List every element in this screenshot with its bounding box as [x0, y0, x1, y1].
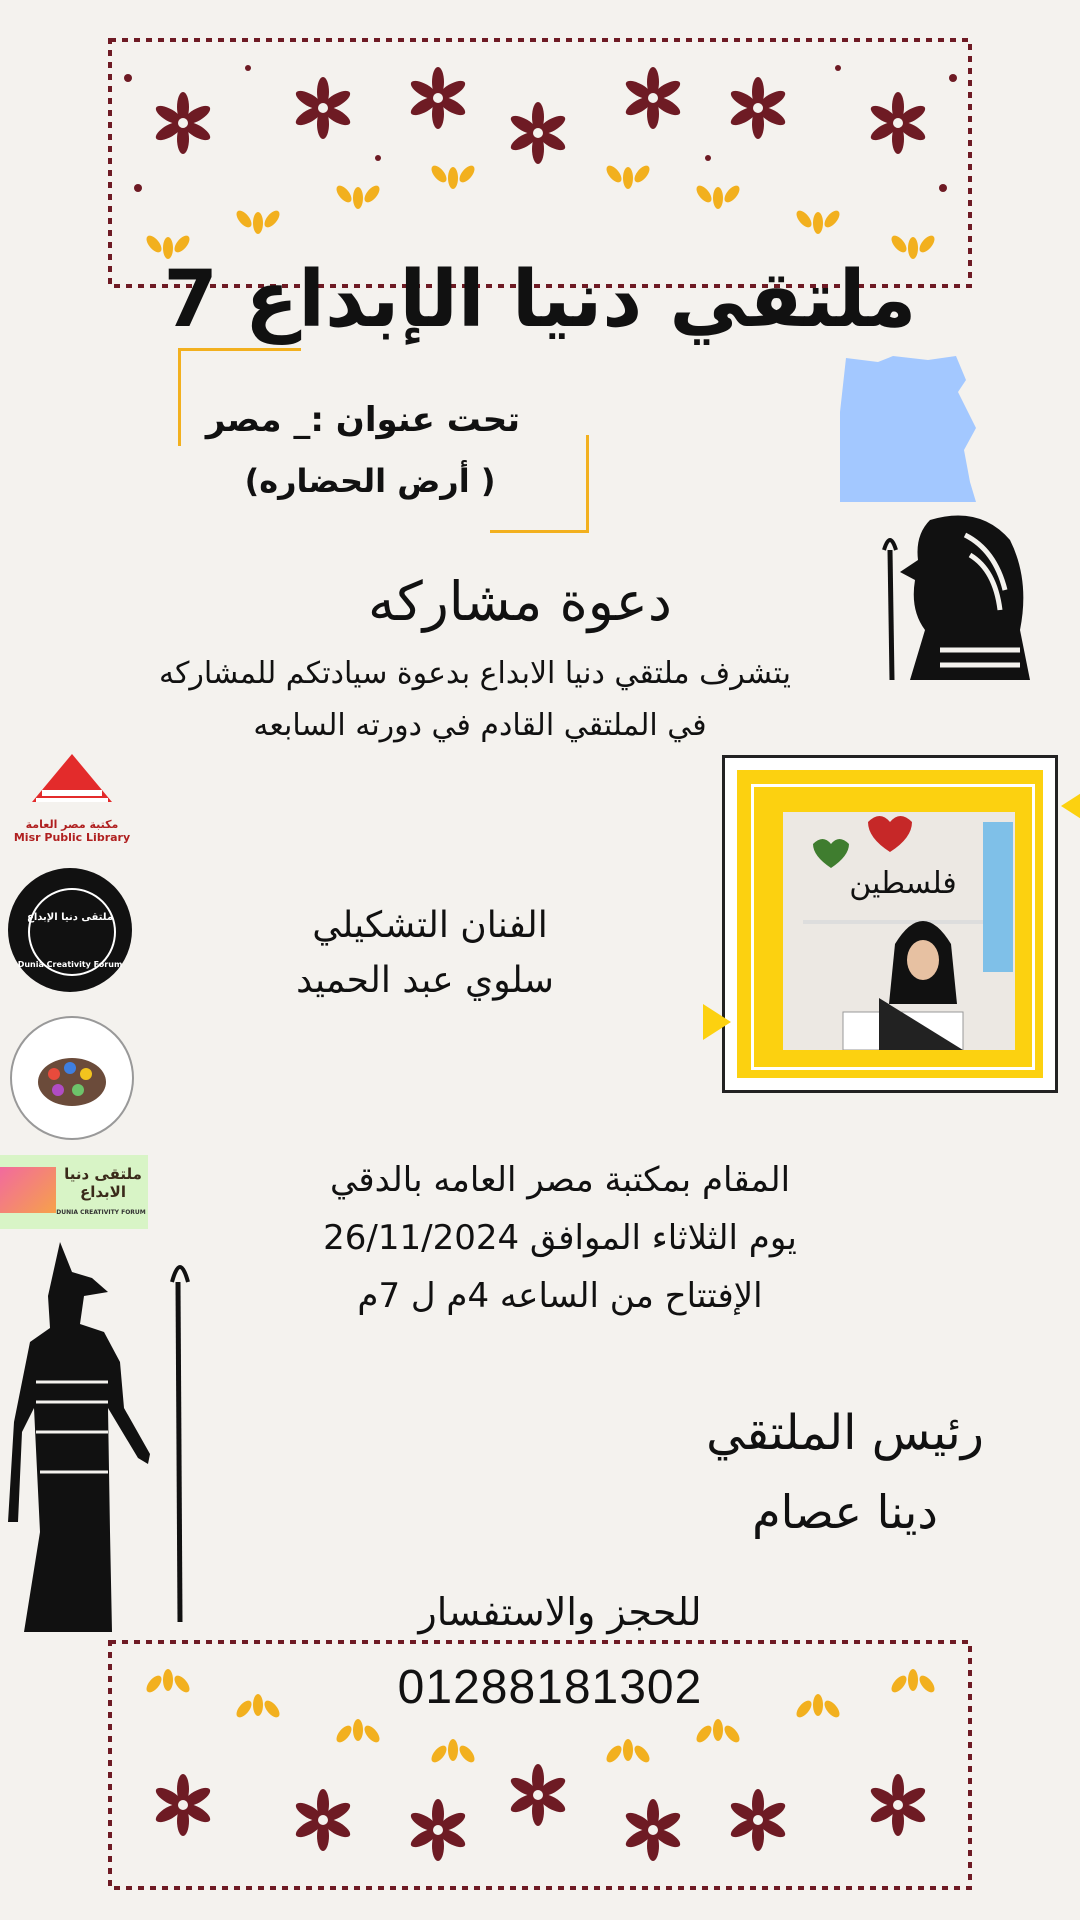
pharaoh-head-icon [870, 510, 1035, 682]
forum-card-swatch [0, 1167, 56, 1213]
event-venue: المقام بمكتبة مصر العامه بالدقي [329, 1160, 791, 1200]
bottom-floral-border [108, 1640, 972, 1890]
forum-card-name-ar: ملتقى دنيا الابداع [64, 1165, 142, 1201]
contact-phone[interactable]: 01288181302 [397, 1661, 703, 1714]
library-name-ar: مكتبة مصر العامة [25, 818, 119, 831]
invitation-line-1: يتشرف ملتقي دنيا الابداع بدعوة سيادتكم للمشاركه [159, 656, 791, 691]
egypt-map-icon [838, 352, 978, 507]
forum-circle-logo [8, 868, 132, 992]
invitation-heading: دعوة مشاركه [368, 570, 672, 633]
forum-head-name: دينا عصام [752, 1485, 938, 1539]
forum-palette-logo [10, 1016, 134, 1140]
contact-label: للحجز والاستفسار [418, 1590, 702, 1634]
frame-triangle-right [1061, 788, 1080, 824]
artist-photo [783, 812, 1015, 1050]
forum-circle-name-en: Dunia Creativity Forum [17, 960, 123, 969]
page-title: ملتقي دنيا الإبداع 7 [163, 255, 917, 345]
forum-card-name-en: DUNIA CREATIVITY FORUM [56, 1209, 146, 1216]
palette-icon [12, 1018, 132, 1138]
artist-name: سلوي عبد الحميد [296, 960, 554, 1001]
subtitle-line-1: تحت عنوان :_ مصر [205, 400, 520, 440]
forum-circle-name-ar: ملتقى دنيا الإبداع [26, 912, 114, 923]
frame-triangle-left [703, 1004, 731, 1040]
subtitle-line-2: ( أرض الحضاره) [244, 462, 496, 500]
library-logo [12, 752, 132, 852]
event-date: يوم الثلاثاء الموافق 26/11/2024 [323, 1218, 797, 1258]
photo-frame [722, 755, 1058, 1093]
forum-head-title: رئيس الملتقي [706, 1405, 984, 1461]
artist-title: الفنان التشكيلي [312, 905, 548, 946]
forum-card-logo [0, 1155, 148, 1229]
library-logo-icon [12, 752, 132, 814]
anubis-figure-icon [0, 1232, 200, 1642]
top-floral-border [108, 38, 972, 288]
artist-photo-image [783, 812, 1015, 1050]
event-time: الإفتتاح من الساعه 4م ل 7م [357, 1276, 763, 1316]
library-name-en: Misr Public Library [13, 831, 131, 844]
invitation-line-2: في الملتقي القادم في دورته السابعه [253, 708, 707, 743]
photo-caption: فلسطين [849, 866, 957, 901]
